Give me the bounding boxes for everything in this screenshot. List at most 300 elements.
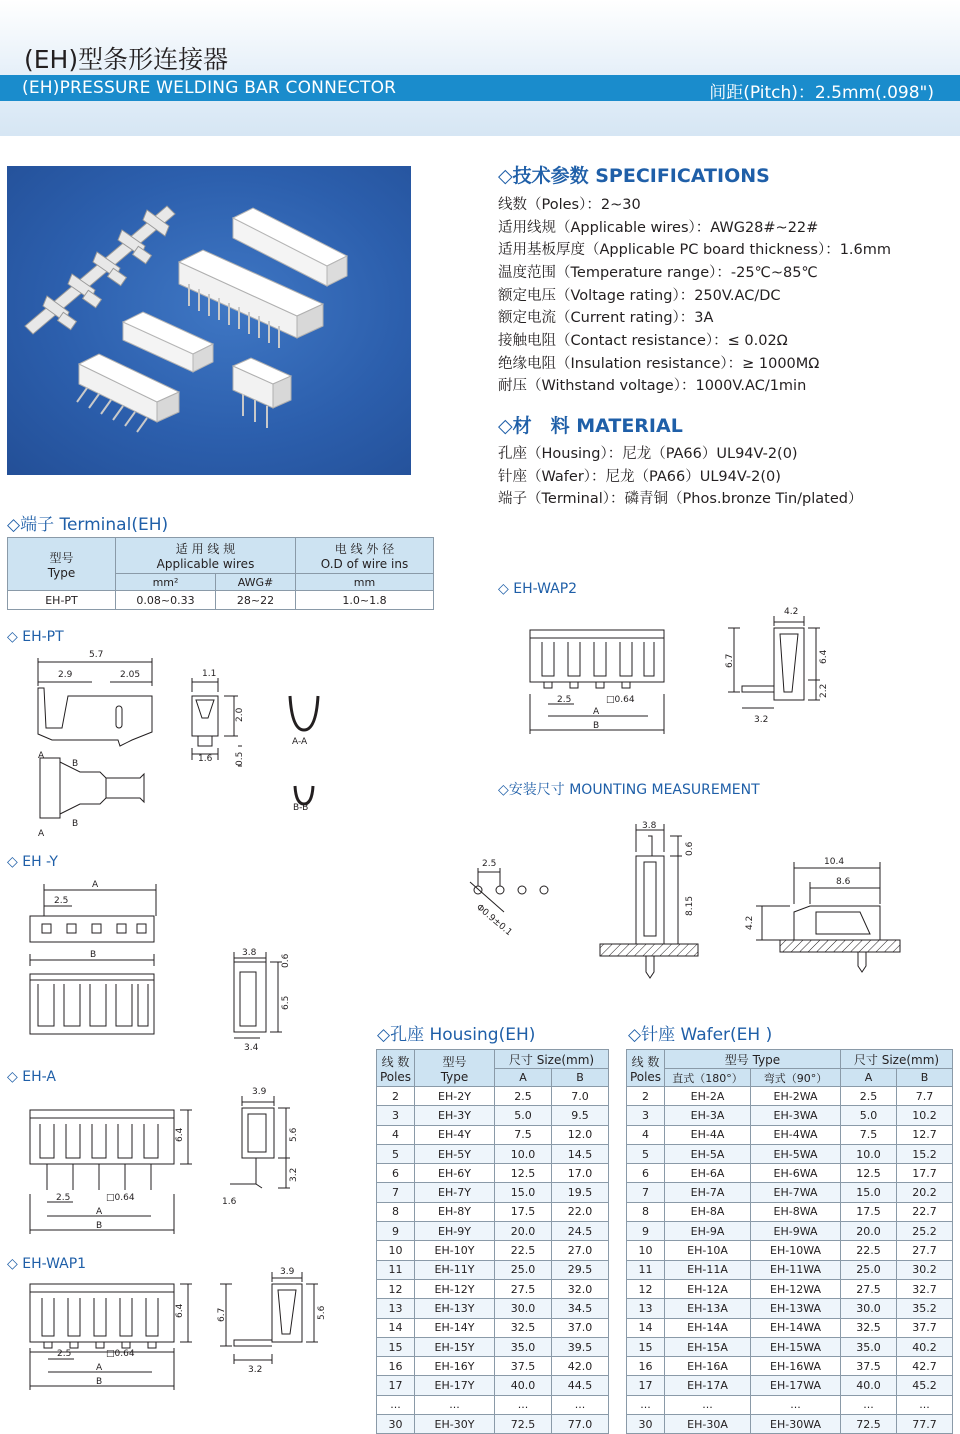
table-row (377, 1164, 609, 1183)
dim-y-25: 2.5 (54, 896, 69, 906)
table-cell: 37.0 (551, 1318, 608, 1337)
table-cell: ... (841, 1395, 897, 1414)
dim-pt-29: 2.9 (58, 670, 73, 680)
table-cell: EH-7WA (751, 1183, 841, 1202)
table-cell: 22.0 (551, 1202, 608, 1221)
housing-table (376, 1049, 609, 1434)
table-row (377, 1279, 609, 1298)
table-cell: EH-16A (665, 1357, 751, 1376)
eh-a-label: ◇ EH-A (7, 1069, 56, 1085)
header-od-en: O.D of wire ins (320, 557, 409, 571)
eh-wap2-label: ◇ EH-WAP2 (498, 581, 578, 597)
dim-a-56: 5.6 (289, 1127, 299, 1142)
table-cell: ... (665, 1395, 751, 1414)
table-cell: EH-10Y (415, 1241, 495, 1260)
table-cell: 7.5 (495, 1125, 552, 1144)
table-cell: 14 (377, 1318, 415, 1337)
table-cell: 35.0 (841, 1337, 897, 1356)
table-row (377, 1337, 609, 1356)
table-cell: 2 (377, 1087, 415, 1106)
dim-w1-064: □0.64 (106, 1349, 135, 1359)
spec-line: 适用线规（Applicable wires）：AWG28#~22# (498, 220, 819, 236)
table-cell: 12.5 (495, 1164, 552, 1183)
table-cell: EH-15Y (415, 1337, 495, 1356)
terminal-mm2: 0.08~0.33 (116, 591, 216, 610)
table-cell: 32.0 (551, 1279, 608, 1298)
table-cell: 19.5 (551, 1183, 608, 1202)
table-cell: 42.7 (896, 1357, 952, 1376)
table-cell: EH-10WA (751, 1241, 841, 1260)
table-cell: 16 (627, 1357, 665, 1376)
page-subtitle: (EH)PRESSURE WELDING BAR CONNECTOR (22, 78, 397, 98)
table-cell: EH-11Y (415, 1260, 495, 1279)
table-cell: 13 (377, 1299, 415, 1318)
table-cell: EH-17A (665, 1376, 751, 1395)
table-row (627, 1357, 953, 1376)
table-cell: 40.2 (896, 1337, 952, 1356)
spec-line: 额定电压（Voltage rating）：250V.AC/DC (498, 288, 781, 304)
material-line: 针座（Wafer）：尼龙（PA66）UL94V-2(0) (498, 469, 781, 485)
dim-m-86: 8.6 (836, 877, 851, 887)
table-cell: ... (495, 1395, 552, 1414)
table-cell: EH-5Y (415, 1144, 495, 1163)
table-cell: 22.5 (495, 1241, 552, 1260)
table-cell: 5.0 (841, 1106, 897, 1125)
table-cell: 16 (377, 1357, 415, 1376)
table-cell: 5 (627, 1144, 665, 1163)
table-cell: EH-11WA (751, 1260, 841, 1279)
table-row (627, 1299, 953, 1318)
table-cell: 17.7 (896, 1164, 952, 1183)
table-cell: 9 (377, 1222, 415, 1241)
table-cell: 17.0 (551, 1164, 608, 1183)
table-cell: EH-14WA (751, 1318, 841, 1337)
table-cell: 20.2 (896, 1183, 952, 1202)
table-cell: 15 (627, 1337, 665, 1356)
terminal-awg: 28~22 (216, 591, 296, 610)
table-row (377, 1222, 609, 1241)
terminal-table (7, 537, 434, 610)
mounting-label: ◇安装尺寸 MOUNTING MEASUREMENT (498, 782, 760, 798)
page-title: (EH)型条形连接器 (24, 45, 229, 74)
table-cell: ... (751, 1395, 841, 1414)
table-cell: 27.5 (841, 1279, 897, 1298)
table-cell: 9 (627, 1222, 665, 1241)
material-title: ◇材 料 MATERIAL (498, 415, 683, 437)
eh-a-drawing (20, 1084, 310, 1244)
dim-y-34: 3.4 (244, 1043, 259, 1053)
wafer-table (626, 1049, 953, 1434)
table-row (377, 1087, 609, 1106)
table-cell: 3 (627, 1106, 665, 1125)
eh-y-drawing (20, 876, 310, 1056)
table-cell: 77.0 (551, 1415, 608, 1434)
table-row (377, 1415, 609, 1434)
terminal-strip (25, 206, 175, 334)
table-row (627, 1144, 953, 1163)
dim-w2-22: 2.2 (819, 683, 829, 698)
table-cell: 35.2 (896, 1299, 952, 1318)
spec-line: 额定电流（Current rating）：3A (498, 310, 714, 326)
eh-y-label: ◇ EH -Y (7, 854, 58, 870)
table-cell: EH-7A (665, 1183, 751, 1202)
table-cell: 15.2 (896, 1144, 952, 1163)
header-od-cn: 电 线 外 径 (334, 542, 395, 556)
table-cell: 12.0 (551, 1125, 608, 1144)
wafer-header-size: 尺寸 Size(mm) (841, 1050, 953, 1069)
table-cell: 25.0 (841, 1260, 897, 1279)
header-type-en: Type (440, 1069, 469, 1084)
table-cell: 15.0 (495, 1183, 552, 1202)
wafer-title: ◇针座 Wafer(EH ) (628, 1025, 773, 1045)
dim-pt-57: 5.7 (89, 650, 104, 660)
wafer-header-b: B (896, 1069, 952, 1087)
table-cell: EH-11A (665, 1260, 751, 1279)
table-cell: EH-7Y (415, 1183, 495, 1202)
table-row (627, 1087, 953, 1106)
housing-header-type (415, 1050, 495, 1087)
table-row (627, 1260, 953, 1279)
table-row (377, 1183, 609, 1202)
table-row (627, 1183, 953, 1202)
table-cell: EH-15WA (751, 1337, 841, 1356)
table-cell: 2.5 (495, 1087, 552, 1106)
dim-m-hole: Φ0.9±0.1 (474, 902, 514, 939)
table-cell: EH-13Y (415, 1299, 495, 1318)
dim-w2-b: B (593, 721, 600, 731)
dim-pt-b-top: B (72, 759, 79, 769)
table-cell: 7.0 (551, 1087, 608, 1106)
table-cell: 11 (627, 1260, 665, 1279)
table-cell: 20.0 (495, 1222, 552, 1241)
dim-w1-25: 2.5 (57, 1349, 72, 1359)
table-cell: ... (377, 1395, 415, 1414)
table-cell: EH-3WA (751, 1106, 841, 1125)
table-row (627, 1125, 953, 1144)
table-cell: EH-5WA (751, 1144, 841, 1163)
eh-wap1-label: ◇ EH-WAP1 (7, 1256, 87, 1272)
table-cell: EH-2Y (415, 1087, 495, 1106)
table-row (627, 1241, 953, 1260)
table-cell: EH-15A (665, 1337, 751, 1356)
spec-line: 耐压（Withstand voltage）：1000V.AC/1min (498, 378, 807, 394)
table-cell: EH-9A (665, 1222, 751, 1241)
dim-y-38: 3.8 (242, 948, 257, 958)
table-cell: EH-2A (665, 1087, 751, 1106)
housing-medium (123, 312, 213, 372)
dim-pt-20: 2.0 (235, 707, 245, 722)
table-cell: 15.0 (841, 1183, 897, 1202)
dim-w1-a: A (96, 1363, 103, 1373)
table-cell: EH-4WA (751, 1125, 841, 1144)
table-cell: ... (627, 1395, 665, 1414)
dim-pt-11: 1.1 (202, 669, 217, 679)
table-cell: 24.5 (551, 1222, 608, 1241)
table-cell: 25.2 (896, 1222, 952, 1241)
dim-pt-a-top: A (38, 751, 45, 761)
unit-awg: AWG# (216, 574, 296, 591)
housing-header-b: B (551, 1069, 608, 1087)
dim-a-39: 3.9 (252, 1087, 267, 1097)
table-cell: 30.0 (495, 1299, 552, 1318)
spec-line: 线数（Poles）：2~30 (498, 197, 641, 213)
header-poles-cn: 线 数 (631, 1054, 660, 1069)
dim-m-25: 2.5 (482, 859, 497, 869)
dim-a-32: 3.2 (289, 1167, 299, 1182)
terminal-title: ◇端子 Terminal(EH) (7, 515, 169, 535)
table-cell: 30.0 (841, 1299, 897, 1318)
dim-a-b: B (96, 1221, 103, 1231)
table-cell: EH-4Y (415, 1125, 495, 1144)
table-cell: 45.2 (896, 1376, 952, 1395)
table-cell: 10.0 (841, 1144, 897, 1163)
table-cell: 30.2 (896, 1260, 952, 1279)
terminal-header-od (296, 538, 434, 574)
table-row (627, 1395, 953, 1414)
table-row (627, 1279, 953, 1298)
table-cell: 5 (377, 1144, 415, 1163)
dim-y-65: 6.5 (281, 995, 291, 1010)
dim-w1-39: 3.9 (280, 1267, 295, 1277)
dim-pt-205: 2.05 (120, 670, 141, 680)
table-cell: EH-17Y (415, 1376, 495, 1395)
table-cell: ... (415, 1395, 495, 1414)
terminal-header-wires (116, 538, 296, 574)
table-cell: 11 (377, 1260, 415, 1279)
spec-line: 适用基板厚度（Applicable PC board thickness）：1.6mm (498, 242, 892, 258)
table-row (377, 1125, 609, 1144)
table-cell: 72.5 (495, 1415, 552, 1434)
header-poles-en: Poles (379, 1069, 412, 1084)
dim-pt-16: 1.6 (198, 754, 213, 764)
housing-title: ◇孔座 Housing(EH) (377, 1025, 536, 1045)
terminal-type: EH-PT (8, 591, 116, 610)
terminal-od: 1.0~1.8 (296, 591, 434, 610)
table-cell: 8 (627, 1202, 665, 1221)
product-photo (7, 166, 411, 475)
table-row (627, 1376, 953, 1395)
table-cell: 30 (627, 1415, 665, 1434)
dim-y-b: B (90, 950, 97, 960)
table-cell: ... (896, 1395, 952, 1414)
table-cell: EH-6Y (415, 1164, 495, 1183)
table-cell: EH-6A (665, 1164, 751, 1183)
table-row (377, 1376, 609, 1395)
table-cell: 4 (627, 1125, 665, 1144)
table-cell: EH-8Y (415, 1202, 495, 1221)
table-cell: 17.5 (495, 1202, 552, 1221)
table-row (377, 1260, 609, 1279)
table-cell: 29.5 (551, 1260, 608, 1279)
dim-w2-32: 3.2 (754, 715, 769, 725)
wafer-header-bent: 弯式（90°） (751, 1069, 841, 1087)
table-cell: 77.7 (896, 1415, 952, 1434)
table-cell: 8 (377, 1202, 415, 1221)
dim-m-06: 0.6 (685, 841, 695, 856)
specs-title: ◇技术参数 SPECIFICATIONS (498, 165, 770, 187)
table-cell: EH-16WA (751, 1357, 841, 1376)
table-cell: 72.5 (841, 1415, 897, 1434)
table-row (377, 1318, 609, 1337)
table-cell: 6 (377, 1164, 415, 1183)
table-cell: EH-10A (665, 1241, 751, 1260)
table-cell: 14.5 (551, 1144, 608, 1163)
table-cell: 10 (627, 1241, 665, 1260)
table-cell: 10.0 (495, 1144, 552, 1163)
table-row (377, 1299, 609, 1318)
table-cell: EH-6WA (751, 1164, 841, 1183)
connector-illustration (7, 166, 411, 475)
table-cell: 10.2 (896, 1106, 952, 1125)
dim-y-a: A (92, 880, 99, 890)
housing-body (377, 1087, 609, 1434)
table-row (627, 1164, 953, 1183)
dim-a-64: 6.4 (175, 1127, 185, 1142)
table-cell: EH-30WA (751, 1415, 841, 1434)
material-line: 孔座（Housing）：尼龙（PA66）UL94V-2(0) (498, 446, 798, 462)
table-cell: 39.5 (551, 1337, 608, 1356)
table-cell: 7.7 (896, 1087, 952, 1106)
dim-w1-67: 6.7 (217, 1307, 227, 1322)
dim-w1-64: 6.4 (175, 1303, 185, 1318)
table-cell: 37.5 (841, 1357, 897, 1376)
dim-pt-05: 0.5 (235, 751, 245, 766)
dim-w1-32: 3.2 (248, 1365, 263, 1375)
table-cell: 17 (627, 1376, 665, 1395)
table-cell: 7.5 (841, 1125, 897, 1144)
header-wires-cn: 适 用 线 规 (175, 542, 236, 556)
table-cell: 22.7 (896, 1202, 952, 1221)
dim-pt-aa: A-A (292, 737, 308, 747)
dim-m-104: 10.4 (824, 857, 845, 867)
table-row (627, 1222, 953, 1241)
table-cell: EH-8WA (751, 1202, 841, 1221)
terminal-header-type (8, 538, 116, 591)
header-poles-cn: 线 数 (381, 1054, 410, 1069)
wafer-header-type: 型号 Type (665, 1050, 841, 1069)
table-cell: EH-12Y (415, 1279, 495, 1298)
table-cell: EH-12A (665, 1279, 751, 1298)
table-cell: 7 (377, 1183, 415, 1202)
spec-line: 温度范围（Temperature range）：-25℃~85℃ (498, 265, 818, 281)
table-cell: EH-13WA (751, 1299, 841, 1318)
table-cell: 6 (627, 1164, 665, 1183)
table-cell: EH-30Y (415, 1415, 495, 1434)
table-cell: 15 (377, 1337, 415, 1356)
pitch-label: 间距(Pitch)：2.5mm(.098") (709, 83, 934, 103)
wafer-small (233, 358, 291, 408)
table-cell: EH-16Y (415, 1357, 495, 1376)
dim-w2-25: 2.5 (557, 695, 572, 705)
table-cell: EH-9WA (751, 1222, 841, 1241)
header-poles-en: Poles (629, 1069, 662, 1084)
mounting-drawing (460, 816, 920, 986)
table-cell: 22.5 (841, 1241, 897, 1260)
table-cell: 7 (627, 1183, 665, 1202)
table-cell: EH-8A (665, 1202, 751, 1221)
housing-header-poles (377, 1050, 415, 1087)
dim-y-06: 0.6 (281, 953, 291, 968)
eh-pt-label: ◇ EH-PT (7, 629, 64, 645)
dim-a-a: A (96, 1207, 103, 1217)
table-cell: 2 (627, 1087, 665, 1106)
table-cell: 37.5 (495, 1357, 552, 1376)
table-cell: 17 (377, 1376, 415, 1395)
dim-w2-064: □0.64 (606, 695, 635, 705)
dim-a-16: 1.6 (222, 1197, 237, 1207)
table-row (377, 1144, 609, 1163)
table-cell: 17.5 (841, 1202, 897, 1221)
table-cell: EH-5A (665, 1144, 751, 1163)
table-cell: 2.5 (841, 1087, 897, 1106)
table-row (377, 1202, 609, 1221)
header-type-cn: 型号 (442, 1054, 467, 1069)
table-cell: 32.5 (495, 1318, 552, 1337)
table-cell: 12 (377, 1279, 415, 1298)
table-cell: 12 (627, 1279, 665, 1298)
eh-wap2-drawing (520, 604, 840, 744)
table-cell: 13 (627, 1299, 665, 1318)
table-cell: 32.7 (896, 1279, 952, 1298)
wafer-medium (79, 354, 179, 422)
table-cell: 40.0 (841, 1376, 897, 1395)
table-cell: ... (551, 1395, 608, 1414)
table-cell: 37.7 (896, 1318, 952, 1337)
table-cell: 34.5 (551, 1299, 608, 1318)
dim-w1-56: 5.6 (317, 1305, 327, 1320)
header-type-cn: 型号 (49, 550, 74, 565)
table-cell: 14 (627, 1318, 665, 1337)
table-cell: 25.0 (495, 1260, 552, 1279)
table-row (627, 1202, 953, 1221)
table-cell: 5.0 (495, 1106, 552, 1125)
table-row (377, 1395, 609, 1414)
table-cell: 44.5 (551, 1376, 608, 1395)
table-cell: EH-12WA (751, 1279, 841, 1298)
unit-mm2: mm² (116, 574, 216, 591)
table-row (627, 1318, 953, 1337)
table-cell: 35.0 (495, 1337, 552, 1356)
eh-wap1-drawing (20, 1264, 340, 1399)
dim-m-38: 3.8 (642, 821, 657, 831)
dim-w2-42: 4.2 (784, 607, 799, 617)
table-cell: 9.5 (551, 1106, 608, 1125)
table-row (377, 1106, 609, 1125)
dim-w2-64: 6.4 (819, 649, 829, 664)
table-cell: EH-3A (665, 1106, 751, 1125)
table-row (627, 1106, 953, 1125)
table-row (627, 1415, 953, 1434)
dim-pt-b-bot: B (72, 819, 79, 829)
table-row (627, 1337, 953, 1356)
dim-m-815: 8.15 (685, 895, 695, 916)
spec-line: 绝缘电阻（Insulation resistance）：≥ 1000MΩ (498, 356, 820, 372)
table-cell: 12.5 (841, 1164, 897, 1183)
table-cell: 27.5 (495, 1279, 552, 1298)
table-cell: EH-14Y (415, 1318, 495, 1337)
table-cell: 12.7 (896, 1125, 952, 1144)
dim-w2-67: 6.7 (725, 653, 735, 668)
table-cell: 30 (377, 1415, 415, 1434)
material-line: 端子（Terminal）：磷青铜（Phos.bronze Tin/plated） (498, 491, 863, 507)
dim-a-25: 2.5 (56, 1193, 71, 1203)
dim-a-064: □0.64 (106, 1193, 135, 1203)
dim-m-42: 4.2 (745, 915, 755, 930)
housing-header-size: 尺寸 Size(mm) (495, 1050, 609, 1069)
dim-pt-a-bot: A (38, 829, 45, 839)
table-cell: 27.0 (551, 1241, 608, 1260)
wafer-header-a: A (841, 1069, 897, 1087)
